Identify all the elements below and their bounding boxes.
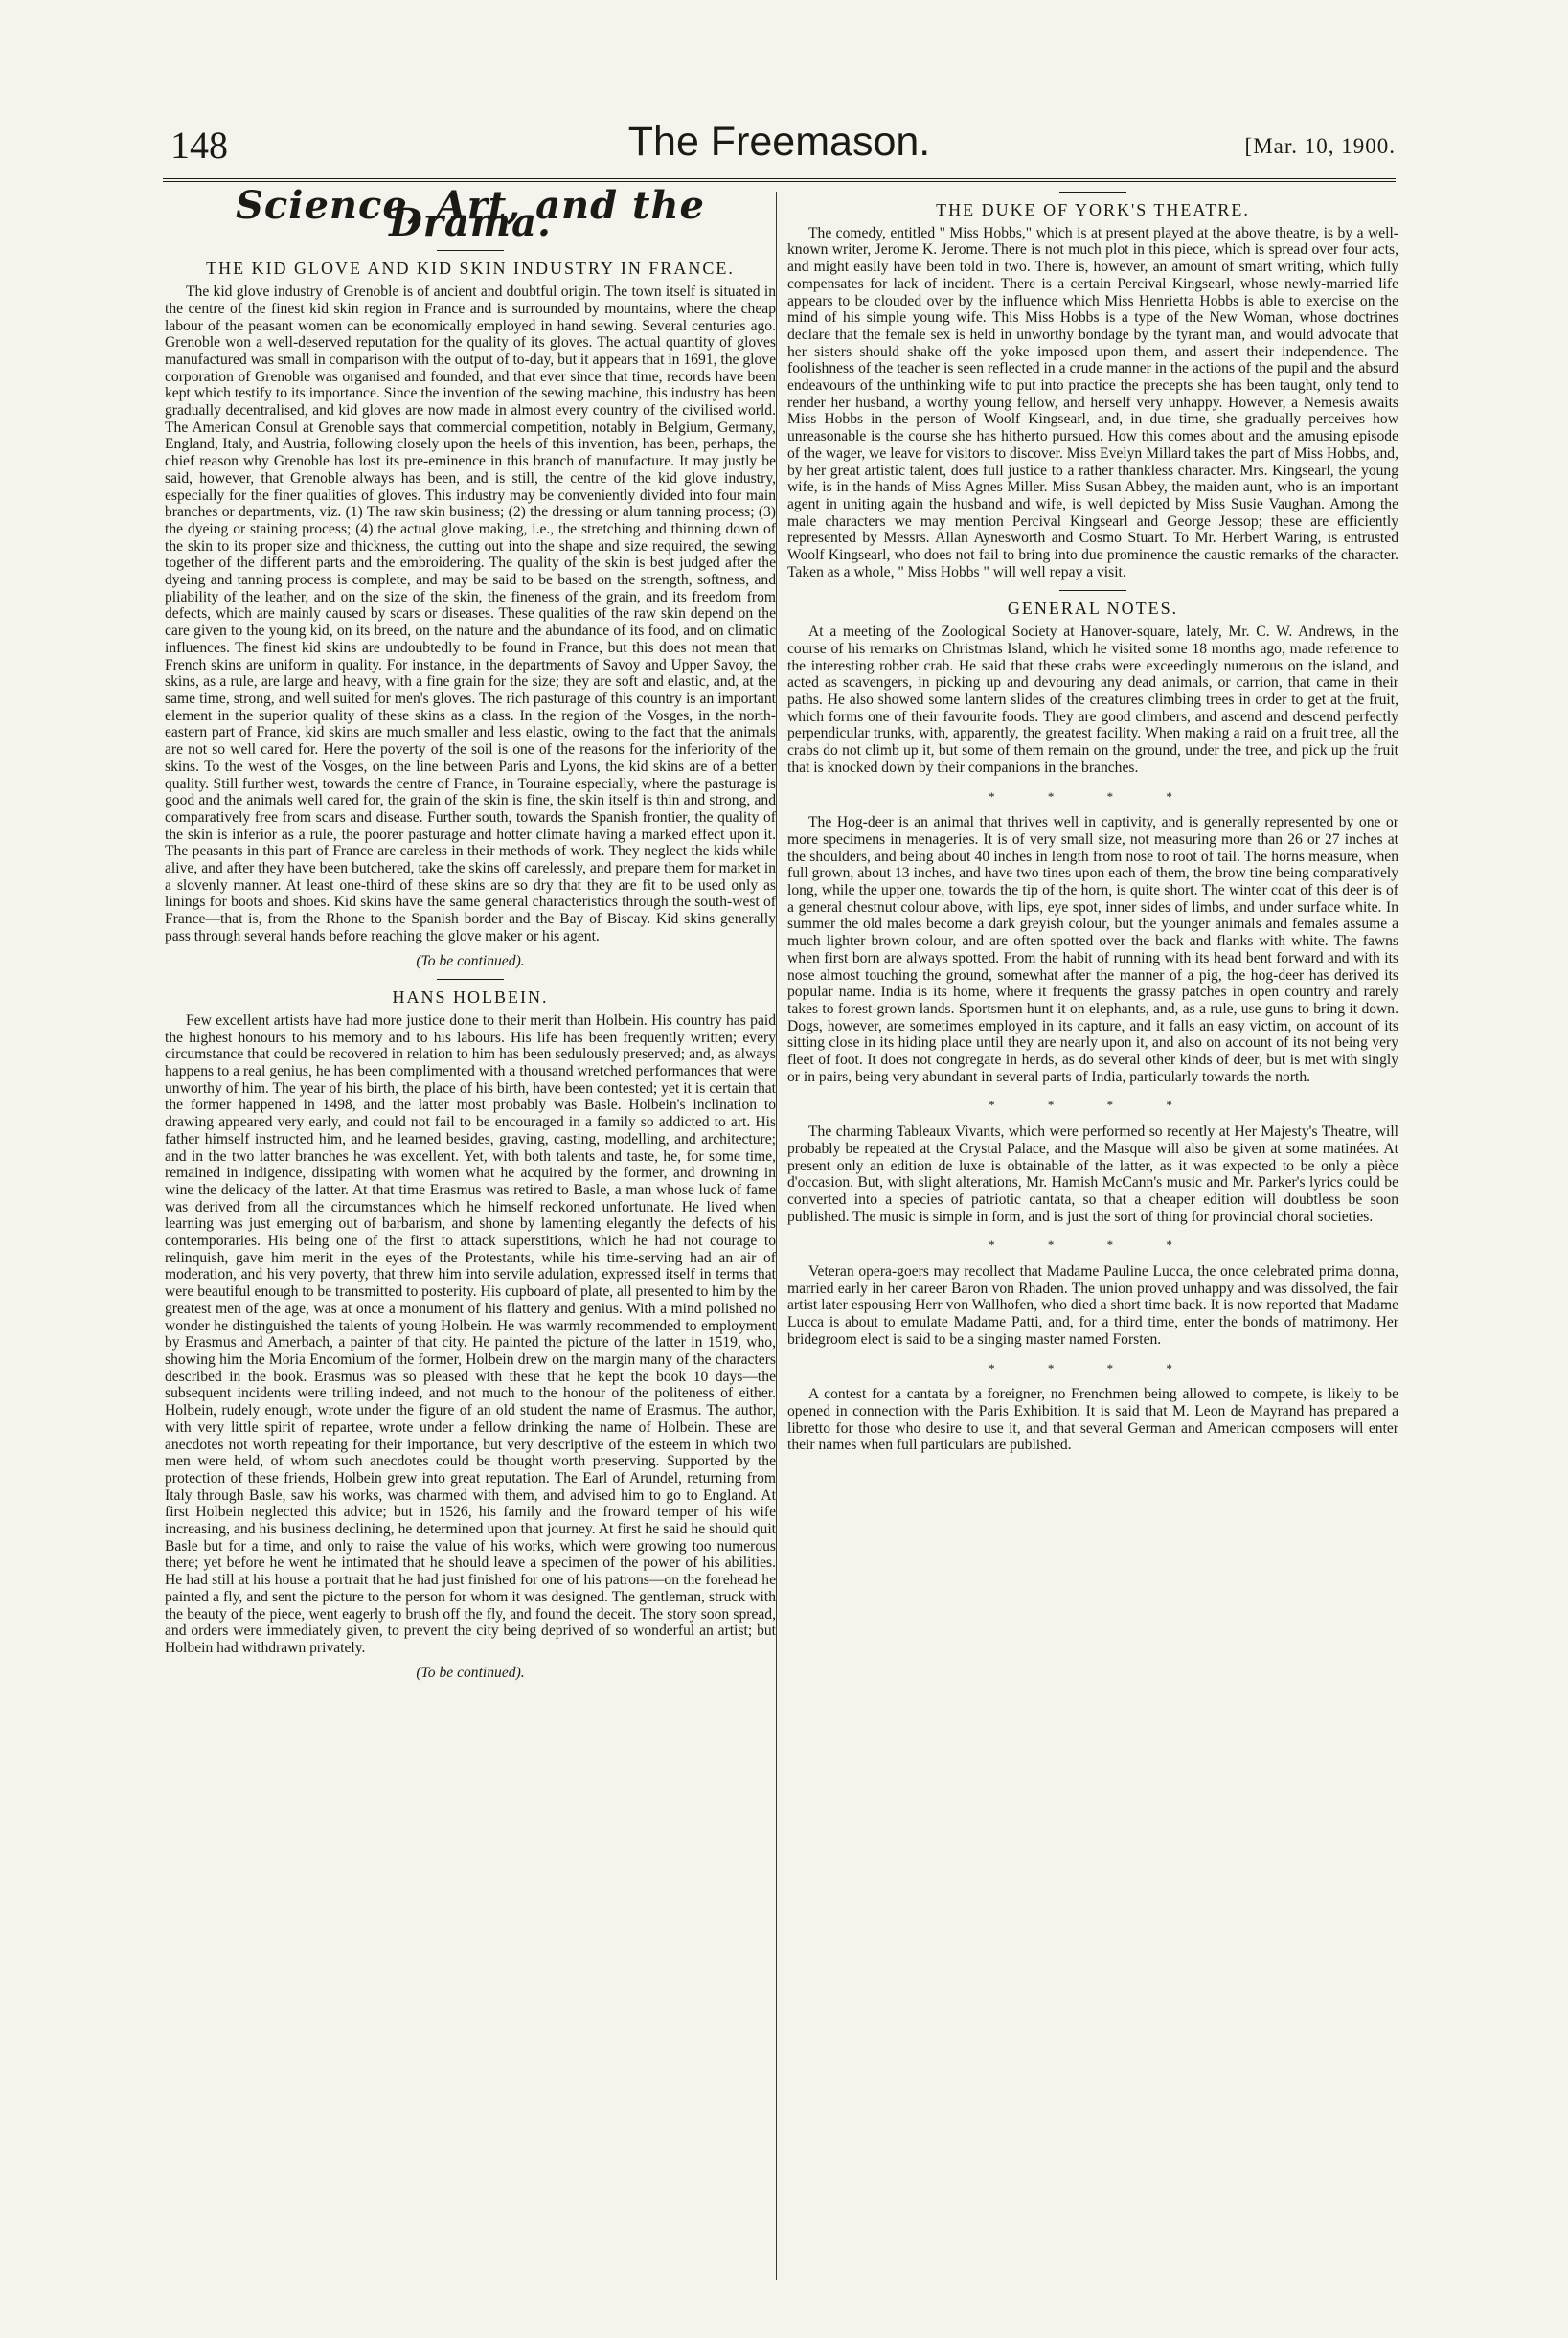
masthead-rule xyxy=(163,178,1396,182)
section-stars: * * * * xyxy=(989,1237,1197,1253)
title-rule xyxy=(1059,192,1126,193)
title-rule xyxy=(437,979,504,980)
masthead xyxy=(163,115,1396,182)
section-stars: * * * * xyxy=(989,1360,1197,1375)
duke-of-yorks-title: THE DUKE OF YORK'S THEATRE. xyxy=(936,200,1250,219)
title-rule xyxy=(1059,590,1126,591)
general-note-paragraph: The Hog-deer is an animal that thrives well in captivity, and is generally represented by one or more specimens in menageries. It is of very small size, not measuring more than 26 or 27 inches at the shoulders, and being about 40 inches in length from nose to root of tail. The horns measure, when full grown, about 13 inches, and have two tines upon each of them, the brow tine being comparatively long, while the upper one, towards the tip of the horn, is quite short. The winter coat of this deer is of a general chestnut colour above, with lips, eye spot, inner sides of limbs, and under surface white. In summer the old males become a dark greyish colour, but the younger animals and females assume a much lighter brown colour, and are often spotted over the back and flanks with white. The fawns when first born are always spotted. From the habit of running with its head bent forward and with its nose almost touching the ground, somewhat after the manner of a pig, the hog-deer has derived its popular name. India is its home, where it frequents the grassy patches in open country and rarely takes to forest-grown lands. Sportsmen hunt it on elephants, and, as a rule, use guns to bring it down. Dogs, however, are sometimes employed in its capture, and it falls an easy victim, on account of its sitting close in its hiding place until they are nearly upon it, and also on account of its not being very fleet of foot. It does not congregate in herds, as do several other kinds of deer, but is met with singly or in pairs, being very abundant in several parts of India, particularly towards the north. xyxy=(787,814,1398,1085)
general-note-paragraph: A contest for a cantata by a foreigner, no Frenchmen being allowed to compete, is likely to be opened in connection with the Paris Exhibition. It is said that M. Leon de Mayrand has prepared a libretto for those who desire to use it, and that several German and American composers will enter their names when full particulars are published. xyxy=(787,1386,1398,1454)
kid-glove-continued: (To be continued). xyxy=(416,952,525,969)
column-divider xyxy=(776,192,777,2280)
holbein-continued: (To be continued). xyxy=(416,1664,525,1681)
holbein-title: HANS HOLBEIN. xyxy=(392,987,549,1008)
right-column xyxy=(787,192,1398,1454)
general-notes-title: GENERAL NOTES. xyxy=(1007,599,1179,619)
general-note-paragraph: At a meeting of the Zoological Society at Hanover-square, lately, Mr. C. W. Andrews, in the course of his remarks on Christmas Island, which he visited some 18 months ago, made reference to the interesting robber crab. He said that these crabs were exceedingly numerous on the island, and acted as scavengers, in picking up and devouring any dead animals, or carrion, that came in their paths. He also showed some lantern slides of the creatures climbing trees in order to get at the fruit, which forms one of their favourite foods. They are good climbers, and ascend and descend perfectly perpendicular trunks, with, apparently, the greatest facility. When making a raid on a fruit tree, all the crabs do not climb up it, but some of them remain on the ground, under the tree, and pick up the fruit that is knocked down by their companions in the branches. xyxy=(787,624,1398,776)
section-heading: Science, Art, and the Drama. xyxy=(236,183,705,245)
title-rule xyxy=(437,250,504,251)
general-note-paragraph: The charming Tableaux Vivants, which were performed so recently at Her Majesty's Theatre, will probably be repeated at the Crystal Palace, and the Masque will also be given at some matinées. At present only an edition de luxe is obtainable of the latter, as it was expected to be only a pièce d'occasion. But, with slight alterations, Mr. Hamish McCann's music and Mr. Parker's lyrics could be converted into a species of patriotic cantata, so that a cheaper edition will doubtless be soon published. The music is simple in form, and is just the sort of thing for provincial choral societies. xyxy=(787,1124,1398,1225)
duke-of-yorks-paragraph: The comedy, entitled " Miss Hobbs," which is at present played at the above theatre, is by a well-known writer, Jerome K. Jerome. There is not much plot in this piece, which is spread over four acts, and might easily have been told in two. There is, however, an amount of smart writing, which fully compensates for lack of incident. There is a certain Percival Kingsearl, whose newly-married life appears to be clouded over by the influence which Miss Henrietta Hobbs is able to exercise on the mind of his simple young wife. This Miss Hobbs is a type of the New Woman, whose doctrines declare that the female sex is held in unworthy bondage by the tyrant man, and would advocate that her sisters should shake off the yoke imposed upon them, and assert their independence. The foolishness of the teacher is seen reflected in a crude manner in the actions of the pupil and the absurd endeavours of the unthinking wife to put into practice the precepts she has been taught, only tend to render her husband, a worthy young fellow, and herself very unhappy. However, a Nemesis awaits Miss Hobbs in the person of Woolf Kingsearl, and, in due time, she gradually perceives how unreasonable is the course she has hitherto pursued. How this comes about and the amusing episode of the wager, we leave for visitors to discover. Miss Evelyn Millard takes the part of Miss Hobbs, and, by her great artistic talent, does full justice to a rather thankless character. Mrs. Kingsearl, the young wife, is in the hands of Miss Agnes Miller. Miss Susan Abbey, the maiden aunt, who is an important agent in uniting again the husband and wife, is well depicted by Miss Susie Vaughan. Among the male characters we may mention Percival Kingsearl and George Jessop; these are efficiently represented by Messrs. Allan Aynesworth and Cosmo Stuart. To Mr. Herbert Waring, is entrusted Woolf Kingsearl, who does not fail to bring into due prominence the caustic remarks of the character. Taken as a whole, " Miss Hobbs " will well repay a visit. xyxy=(787,224,1398,580)
paper-title: The Freemason. xyxy=(627,119,931,165)
section-stars: * * * * xyxy=(989,1098,1197,1113)
kid-glove-paragraph: The kid glove industry of Grenoble is of ancient and doubtful origin. The town itself is situated in the centre of the finest kid skin region in France and is surrounded by mountains, where the cheap labour of the peasant women can be economically employed in hand sewing. Several centuries ago. Grenoble won a well-deserved reputation for the quality of its gloves. The actual quantity of gloves manufactured was small in comparison with the output of to-day, but it appears that in 1691, the glove corporation of Grenoble was organised and founded, and that ever since that time, records have been kept which testify to its importance. Since the invention of the sewing machine, this industry has been gradually decentralised, and kid gloves are now made in almost every country of the civilised world. The American Consul at Grenoble says that commercial competition, notably in Belgium, Germany, England, Italy, and Austria, following closely upon the heels of this invention, has been, perhaps, the chief reason why Grenoble has lost its pre-eminence in this branch of manufacture. It may justly be said, however, that Grenoble always has been, and is still, the centre of the kid glove industry, especially for the finer qualities of gloves. This industry may be conveniently divided into four main branches or departments, viz. (1) The raw skin business; (2) the dressing or alum tanning process; (3) the dyeing or staining process; (4) the actual glove making, i.e., the stretching and thinning down of the skin to its proper size and thickness, the cutting out into the shape and size required, the sewing together of the different parts and the embroidering. The quality of the skin is best judged after the dyeing and tanning process is complete, and may be said to be based on the strength, softness, and pliability of the leather, and on the size of the skin, the fineness of the grain, and its freedom from defects, which are mainly caused by scars or diseases. These qualities of the raw skin depend on the care given to the young kid, on its breed, on the nature and the abundance of its food, and on climatic influences. The finest kid skins are undoubtedly to be found in France, but this does not mean that French skins are uniform in quality. For instance, in the departments of Savoy and Upper Savoy, the skins, as a rule, are large and heavy, with a fine grain for the size; they are soft and elastic, and, at the same time, strong, and well suited for men's gloves. The rich pasturage of this country is an important element in the superior quality of these skins as a class. In the region of the Vosges, in the north-eastern part of France, kid skins are much smaller and less elastic, owing to the fact that the animals are not so well cared for. Here the poverty of the soil is one of the reasons for the inferiority of the skins. To the west of the Vosges, on the line between Paris and Lyons, the kid skins are of a better quality. Still further west, towards the centre of France, in Touraine especially, where the pasturage is good and the animals well cared for, the grain of the skin is fine, the skin itself is thin and strong, and comparatively free from scars and disease. Further south, towards the Spanish frontier, the quality of the skin is inferior as a rule, the poorer pasturage and hotter climate having a marked effect upon it. The peasants in this part of France are careless in their methods of work. They neglect the kids while alive, and after they have been butchered, take the skins off carelessly, and prepare them for market in a slovenly manner. At least one-third of these skins are so dry that they are fit to be used only as linings for boots and shoes. Kid skins have the same general characteristics through the south-west of France—that is, from the Rhone to the Spanish border and the Bay of Biscay. Kid skins generally pass through several hands before reaching the glove maker or his agent. xyxy=(165,284,776,944)
section-stars: * * * * xyxy=(989,788,1197,804)
issue-date: [Mar. 10, 1900. xyxy=(1244,134,1396,158)
left-column xyxy=(165,183,776,1691)
holbein-paragraph: Few excellent artists have had more justice done to their merit than Holbein. His country has paid the highest honours to his memory and to his labours. His life has been frequently written; every circumstance that could be recovered in relation to him has been sedulously preserved; and, as always happens to a real genius, he has been complimented with a thousand wretched performances that were unworthy of him. The year of his birth, the place of his birth, have been contested; yet it is certain that the former happened in 1498, and the latter most probably was Basle. Holbein's inclination to drawing appeared very early, and could not fail to be encouraged in a family so addicted to art. His father himself instructed him, and he learned besides, graving, casting, modelling, and architecture; and in the two latter branches he was excellent. Yet, with both talents and taste, he, for some time, remained in indigence, dissipating with women what he acquired by the former, and drowning in wine the delicacy of the latter. At that time Erasmus was retired to Basle, a man whose luck of fame was derived from all the circumstances which he himself reckoned unfortunate. He lived when learning was just emerging out of barbarism, and shone by lamenting elegantly the defects of his contemporaries. His being one of the first to attack superstitions, which he had not courage to relinquish, gave him merit in the eyes of the Protestants, while his time-serving had an air of moderation, and his very poverty, that threw him into servile adulation, expressed itself in terms that were beautiful enough to be transmitted to posterity. His cupboard of plate, all presented to him by the greatest men of the age, was at once a monument of his flattery and genius. With a mind polished no wonder he distinguished the talents of young Holbein. He was warmly recommended to employment by Erasmus and Amerbach, a painter of that city. He painted the picture of the latter in 1519, who, showing him the Moria Encomium of the former, Holbein drew on the margin many of the characters described in the book. Erasmus was so pleased with these that he kept the book 10 days—the subsequent incidents were trilling indeed, and not much to the honour of the politeness of either. Holbein, rudely enough, wrote under the figure of an old student the name of Erasmus. The author, with very little spirit of repartee, wrote under a fellow drinking the name of Holbein. These are anecdotes not worth repeating for their importance, but very descriptive of the esteem in which two men were held, of whom such anecdotes could be thought worth preserving. Supported by the protection of these friends, Holbein grew into great reputation. The Earl of Arundel, returning from Italy through Basle, saw his works, was charmed with them, and advised him to go to England. At first Holbein neglected this advice; but in 1526, his family and the froward temper of his wife increasing, and his business declining, he determined upon that journey. At first he said he should quit Basle but for a time, and only to raise the value of his works, which were growing too numerous there; yet before he went he intimated that he should leave a specimen of the power of his abilities. He had still at his house a portrait that he had just finished for one of his patrons—on the forehead he painted a fly, and sent the picture to the person for whom it was designed. The gentleman, struck with the beauty of the piece, went eagerly to brush off the fly, and found the deceit. The story soon spread, and orders were immediately given, to prevent the city being deprived of so wonderful an artist; but Holbein had withdrawn privately. xyxy=(165,1011,776,1656)
kid-glove-title: THE KID GLOVE AND KID SKIN INDUSTRY IN FRANCE. xyxy=(206,259,735,279)
page-number: 148 xyxy=(170,124,228,167)
general-note-paragraph: Veteran opera-goers may recollect that Madame Pauline Lucca, the once celebrated prima donna, married early in her career Baron von Rhaden. The union proved unhappy and was dissolved, the fair artist later espousing Herr von Wallhofen, who died a short time back. It is now reported that Madame Lucca is about to emulate Madame Patti, and, for a third time, enter the bonds of matrimony. Her bridegroom elect is said to be a singing master named Forsten. xyxy=(787,1263,1398,1348)
